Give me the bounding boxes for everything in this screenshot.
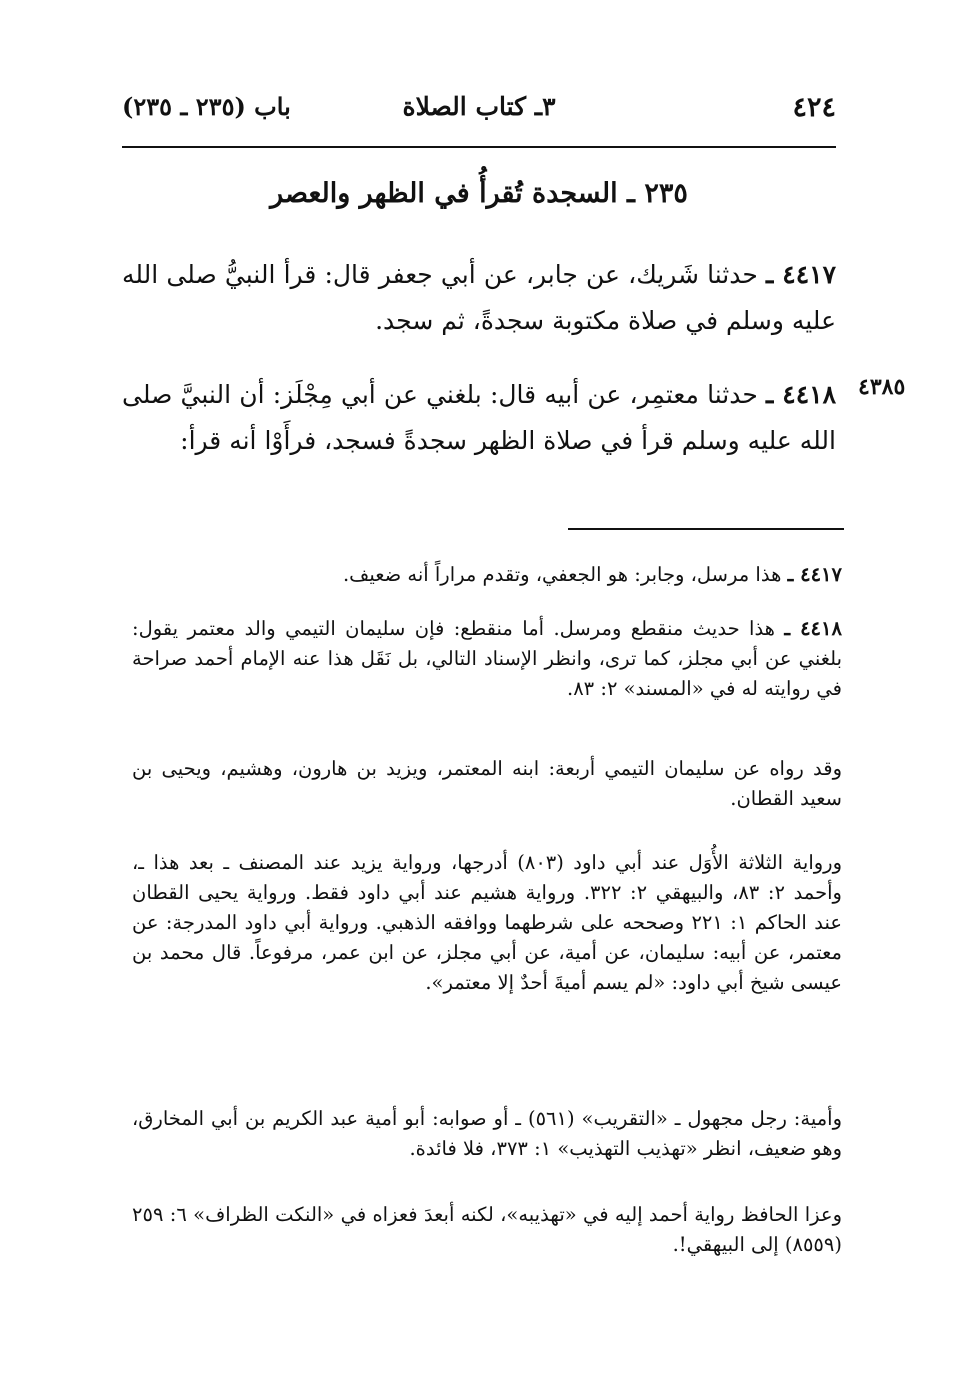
footnote-text: وأمية: رجل مجهول ـ «التقريب» (٥٦١) ـ أو صوابه: أبو أمية عبد الكريم بن أبي المخارق، وهو ضعيف، انظر «تهذيب التهذيب» ١: ٣٧٣، فلا فائدة. (132, 1107, 842, 1160)
footnote-text: هذا حديث منقطع ومرسل. أما منقطع: فإن سليمان التيمي والد معتمر يقول: بلغني عن أبي مجلز، كما ترى، وانظر الإسناد التالي، بل نَقَل هذا عنه الإمام أحمد صراحة في روايته له في «المسند» ٢: ٨٣. (132, 617, 842, 700)
footnote-text: وعزا الحافظ رواية أحمد إليه في «تهذيبه»، لكنه أبعدَ فعزاه في «النكت الظراف» ٦: ٢٥٩ (٨٥٥٩) إلى البيهقي!. (132, 1203, 842, 1256)
footnote-paragraph (132, 1200, 842, 1260)
footnote-number: ٤٤١٨ ـ (784, 617, 842, 640)
footnote-4418 (132, 614, 842, 704)
chapter-range: باب (٢٣٥ ـ ٢٣٥) (122, 92, 291, 121)
footnote-paragraph (132, 754, 842, 814)
footnote-paragraph (132, 1104, 842, 1164)
footnote-number: ٤٤١٧ ـ (787, 563, 842, 586)
hadith-4417 (122, 252, 836, 344)
footnote-text: ورواية الثلاثة الأُوَل عند أبي داود (٨٠٣) أدرجها، ورواية يزيد عند المصنف ـ بعد هذا ـ، وأحمد ٢: ٨٣، والبيهقي ٢: ٣٢٢. ورواية هشيم عند أبي داود فقط. ورواية يحيى القطان عند الحاكم ١: ٢٢١ وصححه على شرطهما ووافقه الذهبي. ورواية أبي داود المدرجة: عن معتمر، عن أبيه: سليمان، عن أمية، عن أبي مجلز، عن ابن عمر، مرفوعاً. قال محمد بن عيسى شيخ أبي داود: «لم يسم أميةَ أحدٌ إلا معتمر». (132, 851, 842, 994)
book-title: ٣ـ كتاب الصلاة (402, 92, 556, 121)
hadith-number: ٤٤١٨ ـ (766, 380, 837, 409)
running-header (122, 92, 836, 138)
header-rule (122, 146, 836, 148)
footnote-text: هذا مرسل، وجابر: هو الجعفي، وتقدم مراراً أنه ضعيف. (342, 563, 782, 586)
footnote-text: وقد رواه عن سليمان التيمي أربعة: ابنه المعتمر، ويزيد بن هارون، وهشيم، ويحيى بن سعيد القطان. (132, 757, 842, 810)
hadith-text: حدثنا معتمِر، عن أبيه قال: بلغني عن أبي مِجْلَز: أن النبيَّ صلى الله عليه وسلم قرأ في صلاة الظهر سجدةً فسجد، فرأَوْا أنه قرأ: (122, 380, 836, 455)
margin-reference: ٤٣٨٥ (858, 374, 906, 400)
chapter-title: ٢٣٥ ـ السجدة تُقرأُ في الظهر والعصر (270, 178, 688, 209)
hadith-4418 (122, 372, 836, 464)
page-number: ٤٢٤ (792, 92, 836, 123)
footnote-paragraph (132, 848, 842, 998)
footnote-separator (568, 528, 844, 530)
hadith-text: حدثنا شَريك، عن جابر، عن أبي جعفر قال: قرأ النبيُّ صلى الله عليه وسلم في صلاة مكتوبة سجدةً، ثم سجد. (122, 260, 836, 335)
hadith-number: ٤٤١٧ ـ (766, 260, 837, 289)
footnote-4417 (132, 560, 842, 590)
